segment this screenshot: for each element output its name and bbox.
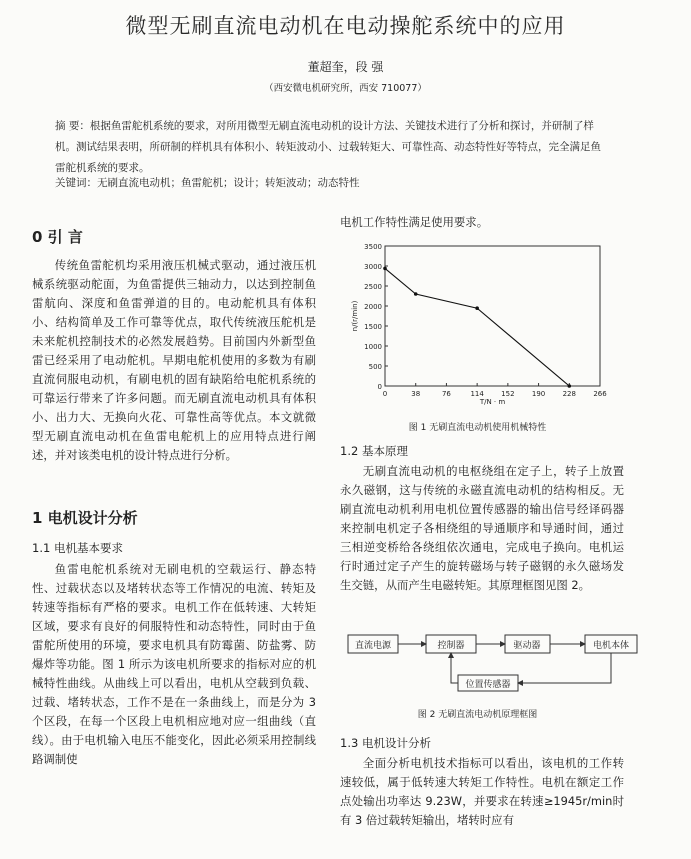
data-point bbox=[383, 267, 387, 271]
plot-frame bbox=[385, 246, 600, 386]
x-tick-label: 0 bbox=[382, 390, 388, 398]
subsection-1-2-paragraph: 无刷直流电动机的电枢绕组在定子上，转子上放置永久磁钢，这与传统的永磁直流电动机的结构相反。无刷直流电动机利用电机位置传感器的输出信号经译码器来控制电机定子各相绕组的导通顺序和导通时间，通过三相逆变桥给各绕组依次通电，完成电子换向。电机运行时通过定子产生的旋转磁场与转子磁钢的永久磁场发生交链，从而产生电磁转矩。其原理框图见图 2。 bbox=[340, 464, 624, 592]
x-tick-label: 76 bbox=[441, 390, 451, 398]
y-tick-label: 2500 bbox=[364, 283, 382, 291]
subsection-1-2-body bbox=[340, 462, 624, 595]
subsection-1-1-heading: 1.1 电机基本要求 bbox=[32, 541, 123, 555]
authors: 董超奎，段 强 bbox=[307, 60, 384, 74]
x-tick-label: 190 bbox=[531, 390, 546, 398]
section0-heading: 0 引 言 bbox=[32, 228, 83, 246]
data-point bbox=[475, 306, 479, 310]
driver-label: 驱动器 bbox=[513, 641, 541, 651]
abstract-label: 摘 要： bbox=[55, 120, 90, 132]
figure2-diagram bbox=[340, 625, 640, 695]
keywords bbox=[55, 175, 610, 190]
section0-body bbox=[32, 256, 316, 465]
affiliation: （西安微电机研究所，西安 710077） bbox=[264, 83, 427, 94]
y-axis-label: n/(r/min) bbox=[351, 300, 359, 332]
controller-label: 控制器 bbox=[437, 641, 465, 651]
y-tick-label: 500 bbox=[368, 363, 382, 371]
series-line bbox=[385, 268, 569, 386]
abstract bbox=[55, 116, 610, 179]
data-point bbox=[567, 384, 571, 388]
section1-heading: 1 电机设计分析 bbox=[32, 509, 138, 527]
keywords-label: 关键词： bbox=[55, 177, 97, 189]
subsection-1-3-body bbox=[340, 754, 624, 830]
motor-body-label: 电机本体 bbox=[592, 641, 630, 651]
x-tick-label: 266 bbox=[593, 390, 607, 398]
figure1-caption: 图 1 无刷直流电动机使用机械特性 bbox=[408, 423, 547, 433]
dc-power-label: 直流电源 bbox=[354, 641, 392, 651]
x-axis-label: T/N · m bbox=[479, 398, 506, 406]
y-tick-label: 3000 bbox=[364, 263, 382, 271]
x-tick-label: 38 bbox=[411, 390, 421, 398]
subsection-1-2-heading: 1.2 基本原理 bbox=[340, 444, 408, 458]
position-sensor-label: 位置传感器 bbox=[465, 680, 511, 690]
y-tick-label: 2000 bbox=[364, 303, 382, 311]
figure2-caption: 图 2 无刷直流电动机原理框图 bbox=[417, 710, 538, 720]
y-tick-label: 3500 bbox=[364, 243, 382, 251]
abstract-text: 根据鱼雷舵机系统的要求，对所用微型无刷直流电动机的设计方法、关键技术进行了分析和探讨，并研制了样机。测试结果表明，所研制的样机具有体积小、转矩波动小、过载转矩大、可靠性高、动态特性好等特点，完全满足鱼雷舵机系统的要求。 bbox=[55, 120, 601, 174]
section0-paragraph: 传统鱼雷舵机均采用液压机械式驱动，通过液压机械系统驱动舵面，为鱼雷提供三轴动力，以达到控制鱼雷航向、深度和鱼雷弹道的目的。电动舵机具有体积小、结构简单及工作可靠等优点，取代传统液压舵机是未来舵机控制技术的必然发展趋势。目前国内外新型鱼雷已经采用了电动舵机。早期电舵机使用的多数为有刷直流伺服电动机，有刷电机的固有缺陷给电舵机系统的可靠运行带来了许多问题。而无刷直流电动机具有体积小、出力大、无换向火花、可靠性高等优点。本文就微型无刷直流电动机在鱼雷电舵机上的应用特点进行阐述，并对该类电机的设计特点进行分析。 bbox=[32, 258, 316, 462]
subsection-1-1-paragraph: 鱼雷电舵机系统对无刷电机的空载运行、静态特性、过载状态以及堵转状态等工作情况的电流、转矩及转速等指标有严格的要求。电机工作在低转速、大转矩区域，要求有良好的伺服特性和动态特性，同时由于鱼雷舵所使用的环境，要求电机具有防霉菌、防盐雾、防爆炸等功能。图 1 所示为该电机所要求的指标对应的机械特性曲线。从曲线上可以看出，电机从空载到负载、过载、堵转状态，工作不是在一条曲线上，而是分为 3 个区段，在每一个区段上电机相应地对应一组曲线（直线）。由于电机输入电压不能变化，因此必须采用控制线路调制使 bbox=[32, 562, 316, 766]
subsection-1-3-paragraph: 全面分析电机技术指标可以看出，该电机的工作转速较低，属于低转速大转矩工作特性。电机在额定工作点处输出功率达 9.23W，并要求在转速≥1945r/min时有 3 倍过载转矩输出，堵转时应有 bbox=[340, 756, 624, 827]
subsection-1-3-heading: 1.3 电机设计分析 bbox=[340, 736, 431, 750]
x-tick-label: 228 bbox=[562, 390, 576, 398]
y-tick-label: 1000 bbox=[364, 343, 382, 351]
y-tick-label: 1500 bbox=[364, 323, 382, 331]
x-tick-label: 114 bbox=[470, 390, 484, 398]
paper-title: 微型无刷直流电动机在电动操舵系统中的应用 bbox=[125, 14, 566, 38]
figure1-chart bbox=[345, 236, 620, 406]
keywords-text: 无刷直流电动机；鱼雷舵机；设计；转矩波动；动态特性 bbox=[97, 177, 360, 189]
right-intro: 电机工作特性满足使用要求。 bbox=[340, 215, 489, 229]
y-tick-label: 0 bbox=[377, 383, 382, 391]
subsection-1-1-body bbox=[32, 560, 316, 769]
x-tick-label: 152 bbox=[501, 390, 515, 398]
data-point bbox=[414, 292, 418, 296]
